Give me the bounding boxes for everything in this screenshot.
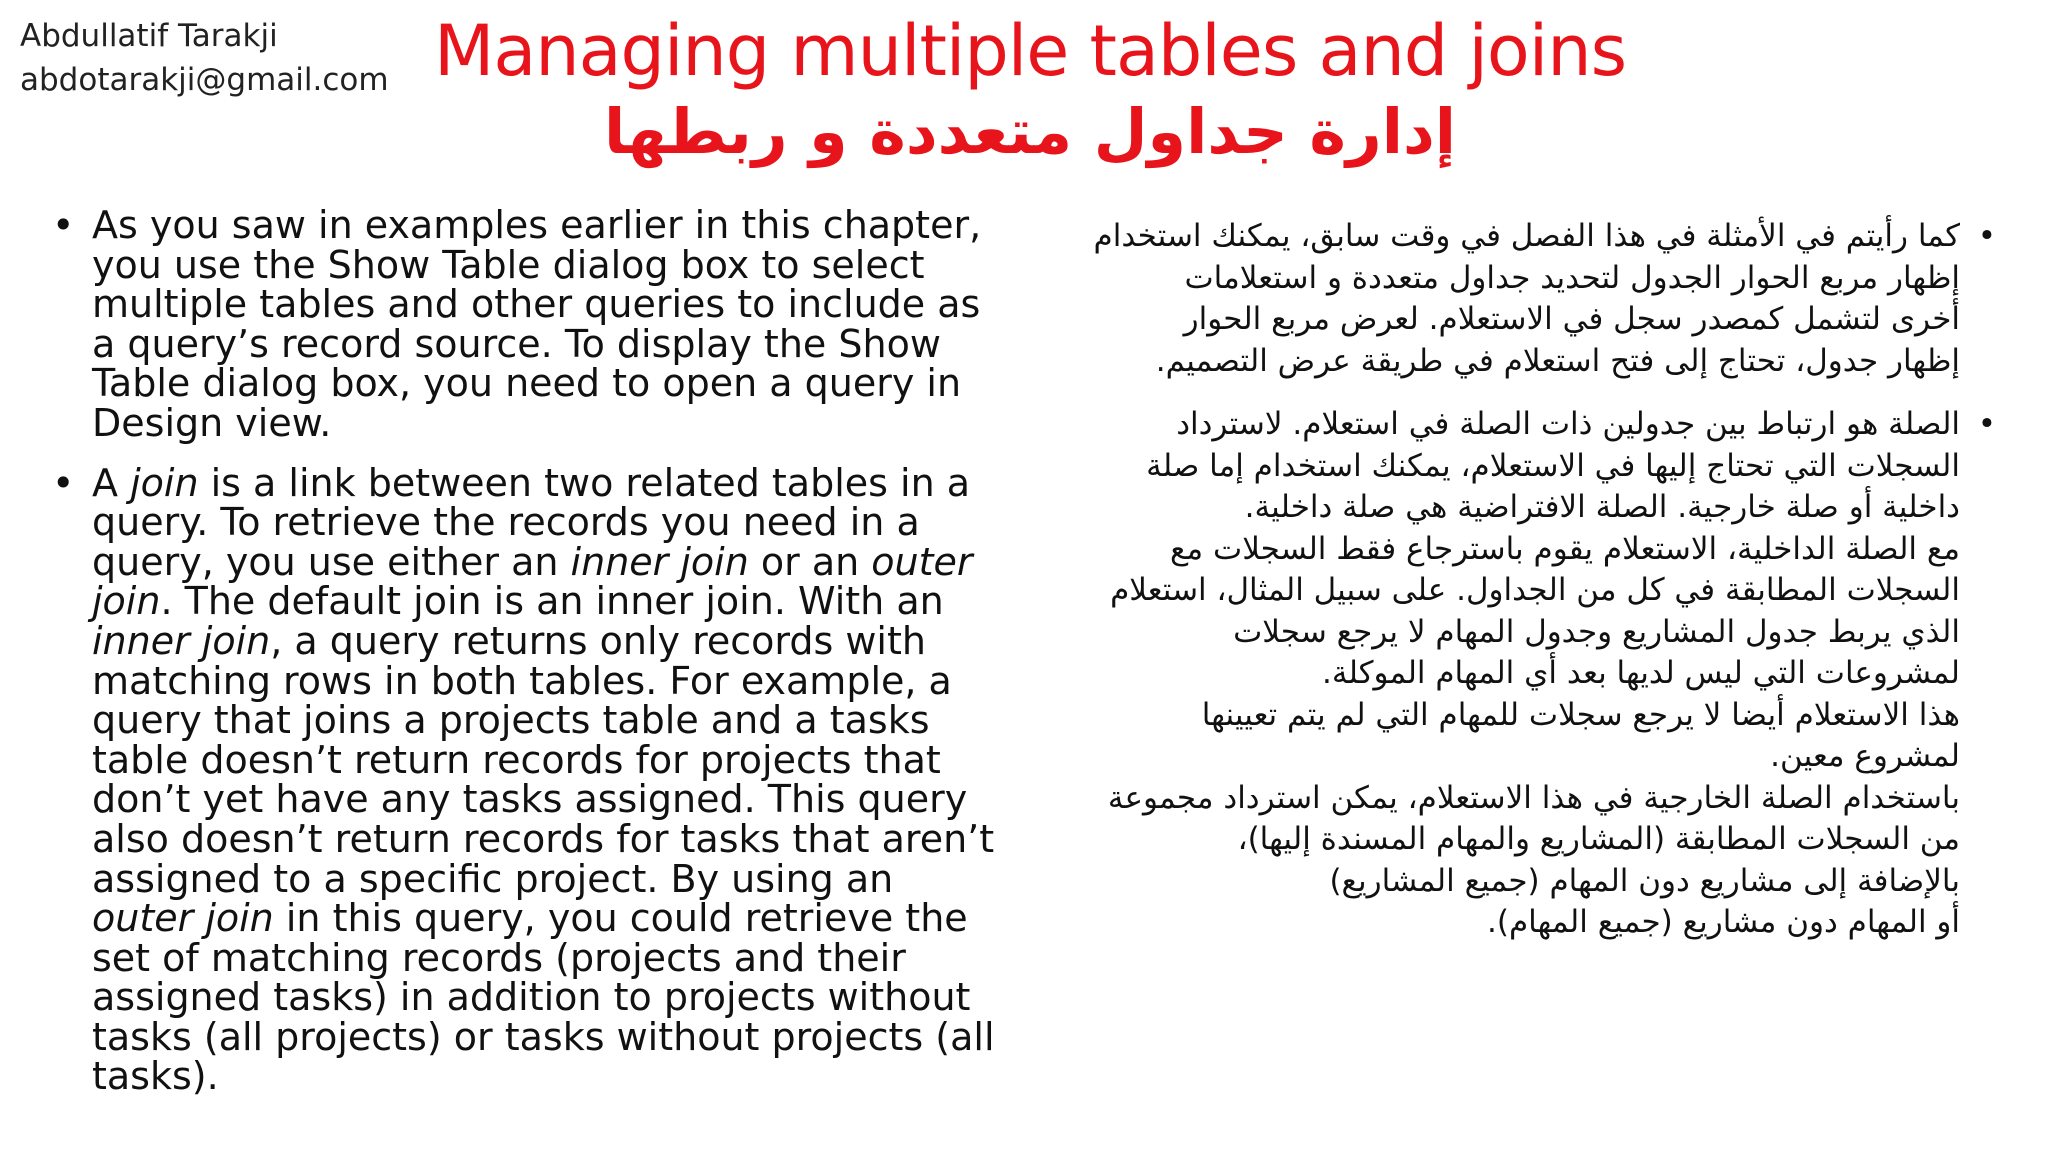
bullet-icon: •: [1977, 218, 1996, 254]
english-bullet-item: [46, 203, 1006, 445]
text-segment: , a query returns only records with matching rows in both tables. For example, a query that joins a projects table and a tasks table doesn’t return records for projects that don’t yet have any tasks assigned. This query also doesn’t return records for tasks that aren’t assigned to a specific project. By using an: [92, 618, 995, 901]
english-content-column: [46, 203, 1006, 1117]
arabic-bullet-item: [1060, 404, 2000, 944]
italic-term: outer join: [92, 539, 973, 624]
arabic-text-line: من السجلات المطابقة (المشاريع والمهام المسندة إليها)،: [1237, 821, 1960, 857]
slide-title-arabic: إدارة جداول متعددة و ربطها: [603, 95, 1457, 168]
arabic-text-line: السجلات التي تحتاج إليها في الاستعلام، يمكنك استخدام إما صلة: [1146, 447, 1960, 484]
italic-term: inner join: [92, 618, 271, 663]
arabic-text-line: لمشروع معين.: [1770, 738, 1960, 774]
english-paragraph: [92, 460, 1006, 1099]
italic-term: inner join: [570, 539, 749, 584]
arabic-text-line: أخرى لتشمل كمصدر سجل في الاستعلام. لعرض مربع الحوار: [1183, 301, 1960, 337]
text-segment: . The default join is an inner join. With an: [160, 579, 944, 624]
arabic-text-line: الذي يربط جدول المشاريع وجدول المهام لا يرجع سجلات: [1233, 613, 1960, 650]
arabic-text-line: هذا الاستعلام أيضا لا يرجع سجلات للمهام التي لم يتم تعيينها: [1201, 696, 1960, 733]
italic-term: outer join: [92, 896, 274, 941]
arabic-text-line: بالإضافة إلى مشاريع دون المهام (جميع المشاريع): [1329, 862, 1960, 899]
arabic-text-line: السجلات المطابقة في كل من الجداول. على سبيل المثال، استعلام: [1110, 572, 1960, 608]
arabic-paragraph: [1060, 404, 1960, 944]
arabic-text-line: الصلة هو ارتباط بين جدولين ذات الصلة في استعلام. لاسترداد: [1176, 406, 1960, 442]
english-bullet-item: [46, 460, 1006, 1099]
arabic-content-column: [1060, 216, 2000, 966]
arabic-text-line: أو المهام دون مشاريع (جميع المهام).: [1487, 904, 1960, 940]
arabic-text-line: كما رأيتم في الأمثلة في هذا الفصل في وقت سابق، يمكنك استخدام: [1093, 218, 1960, 254]
arabic-paragraph: [1060, 216, 1960, 382]
text-segment: A: [92, 460, 131, 505]
text-segment: in this query, you could retrieve the set of matching records (projects and their assigned tasks) in addition to projects without tasks (all projects) or tasks without projects (all tasks).: [92, 896, 995, 1099]
author-name: Abdullatif Tarakji: [20, 18, 278, 54]
text-segment: is a link between two related tables in a query. To retrieve the records you need in a query, you use either an: [92, 460, 971, 584]
arabic-bullet-item: [1060, 216, 2000, 382]
slide-title-english: Managing multiple tables and joins: [433, 10, 1627, 92]
text-segment: or an: [748, 539, 872, 584]
author-email: abdotarakji@gmail.com: [20, 62, 389, 98]
italic-term: join: [130, 460, 199, 505]
bullet-icon: •: [1977, 406, 1996, 442]
arabic-text-line: إظهار مربع الحوار الجدول لتحديد جداول متعددة و استعلامات: [1184, 259, 1960, 296]
arabic-text-line: لمشروعات التي ليس لديها بعد أي المهام الموكلة.: [1322, 655, 1960, 691]
arabic-text-line: مع الصلة الداخلية، الاستعلام يقوم باسترجاع فقط السجلات مع: [1170, 530, 1960, 567]
arabic-text-line: باستخدام الصلة الخارجية في هذا الاستعلام، يمكن استرداد مجموعة: [1107, 779, 1960, 816]
bullet-icon: •: [52, 460, 75, 505]
arabic-text-line: داخلية أو صلة خارجية. الصلة الافتراضية هي صلة داخلية.: [1244, 489, 1960, 525]
arabic-text-line: إظهار جدول، تحتاج إلى فتح استعلام في طريقة عرض التصميم.: [1155, 342, 1960, 379]
author-block: [20, 14, 389, 102]
english-paragraph: As you saw in examples earlier in this chapter, you use the Show Table dialog box to select multiple tables and other queries to include as a query’s record source. To display the Show Table dialog box, you need to open a query in Design view.: [92, 203, 982, 445]
bullet-icon: •: [52, 203, 75, 247]
